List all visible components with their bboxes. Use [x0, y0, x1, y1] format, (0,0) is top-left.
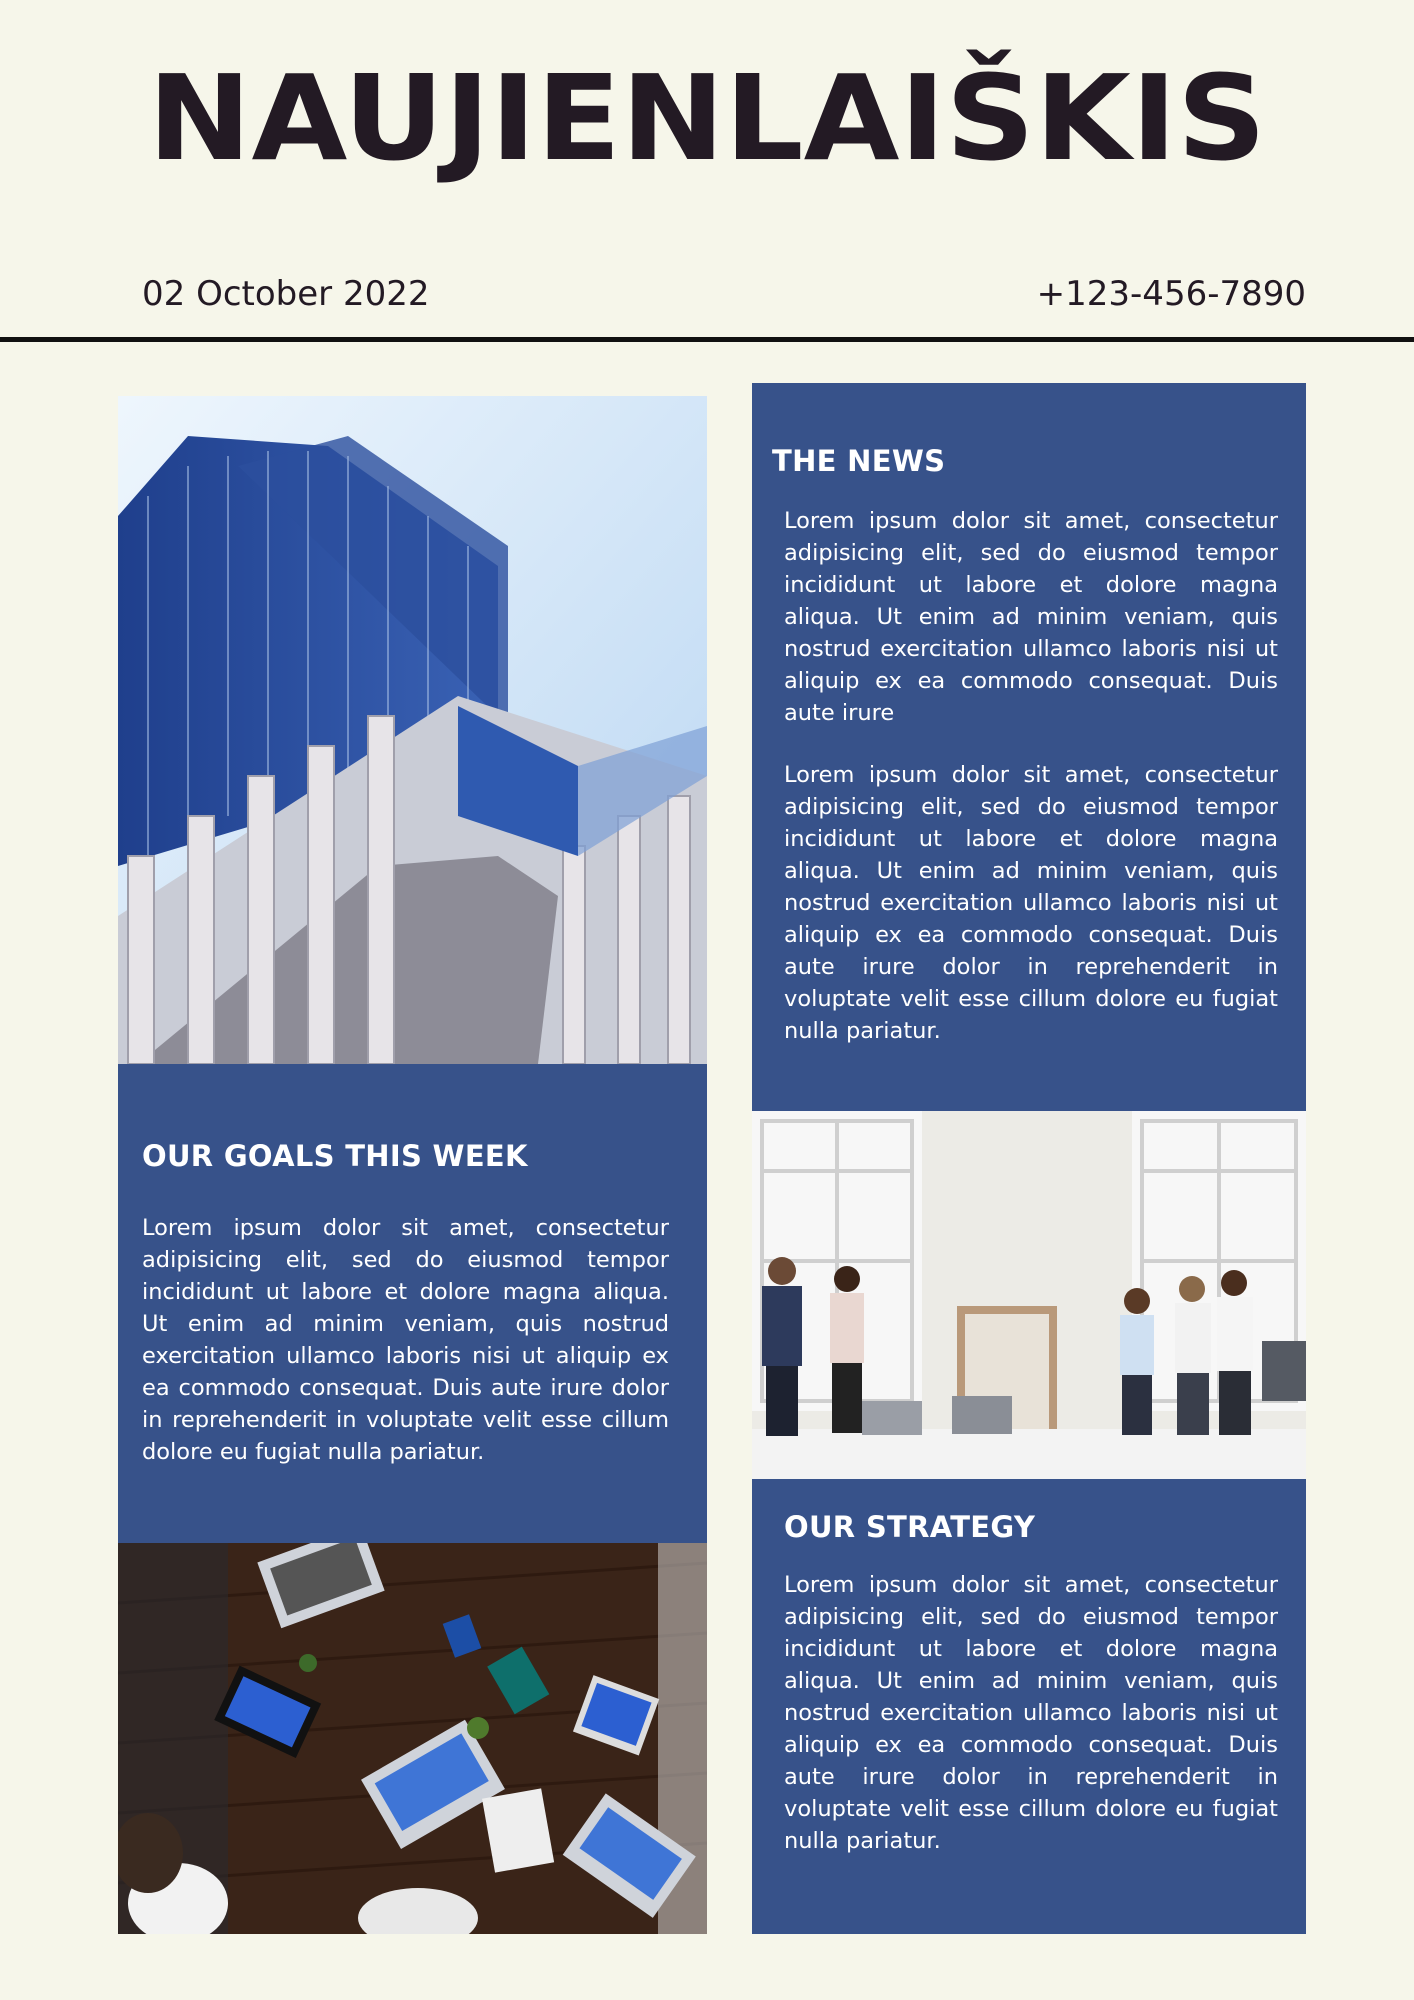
goals-panel	[118, 1064, 707, 1543]
meeting-table-photo	[118, 1543, 707, 1934]
goals-text: Lorem ipsum dolor sit amet, consectetur adipisicing elit, sed do eiusmod tempor incididunt ut labore et dolore magna aliqua. Ut enim ad minim veniam, quis nostrud exercitation ullamco laboris nisi ut aliquip ex ea commodo consequat. Duis aute irure dolor in reprehenderit in voluptate velit esse cillum dolore eu fugiat nulla pariatur.	[142, 1215, 669, 1465]
issue-date: 02 October 2022	[142, 274, 430, 314]
goals-heading: OUR GOALS THIS WEEK	[142, 1139, 528, 1173]
news-text-2: Lorem ipsum dolor sit amet, consectetur adipisicing elit, sed do eiusmod tempor incididunt ut labore et dolore magna aliqua. Ut enim ad minim veniam, quis nostrud exercitation ullamco laboris nisi ut aliquip ex ea commodo consequat. Duis aute irure dolor in reprehenderit in voluptate velit esse cillum dolore eu fugiat nulla pariatur.	[784, 762, 1278, 1044]
building-photo	[118, 396, 707, 1064]
contact-phone: +123-456-7890	[1036, 274, 1306, 314]
header-divider	[0, 337, 1414, 342]
office-team-photo	[752, 1111, 1306, 1479]
strategy-panel	[752, 1479, 1306, 1934]
strategy-heading: OUR STRATEGY	[784, 1510, 1036, 1544]
news-text-1: Lorem ipsum dolor sit amet, consectetur adipisicing elit, sed do eiusmod tempor incididunt ut labore et dolore magna aliqua. Ut enim ad minim veniam, quis nostrud exercitation ullamco laboris nisi ut aliquip ex ea commodo consequat. Duis aute irure	[784, 508, 1278, 726]
newsletter-title: NAUJIENLAIŠKIS	[147, 49, 1267, 187]
news-panel	[752, 383, 1306, 1111]
news-heading: THE NEWS	[772, 444, 946, 478]
strategy-text: Lorem ipsum dolor sit amet, consectetur adipisicing elit, sed do eiusmod tempor incididunt ut labore et dolore magna aliqua. Ut enim ad minim veniam, quis nostrud exercitation ullamco laboris nisi ut aliquip ex ea commodo consequat. Duis aute irure dolor in reprehenderit in voluptate velit esse cillum dolore eu fugiat nulla pariatur.	[784, 1572, 1278, 1854]
